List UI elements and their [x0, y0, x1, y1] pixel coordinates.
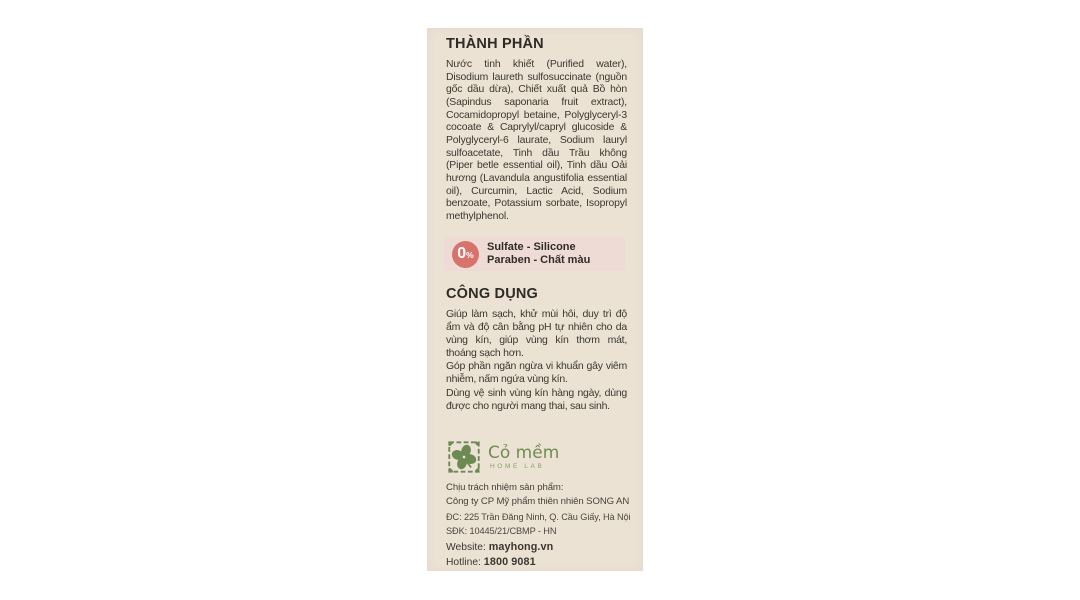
- claim-line-2: Paraben - Chất màu: [487, 254, 591, 266]
- claim-line-1: Sulfate - Silicone: [487, 241, 576, 253]
- zero-percent-icon: [452, 241, 479, 268]
- uses-paragraph-3: Dùng vệ sinh vùng kín hàng ngày, dùng được cho người mang thai, sau sinh.: [446, 386, 627, 412]
- percent-sign: %: [466, 250, 474, 261]
- hotline-line: [446, 555, 553, 570]
- ingredients-heading: THÀNH PHẦN: [446, 36, 544, 52]
- brand-subtitle: HOME LAB: [490, 463, 545, 470]
- hotline-value: 1800 9081: [483, 556, 536, 569]
- brand-logo: [445, 438, 559, 476]
- product-label: [427, 28, 643, 571]
- zero-value: 0: [457, 245, 467, 262]
- contact-info: [446, 540, 553, 570]
- uses-paragraph-2: Góp phần ngăn ngừa vi khuẩn gây viêm nhiễm, nấm ngứa vùng kín.: [446, 360, 627, 386]
- brand-name: Cỏ mềm: [488, 443, 560, 463]
- website-line: [446, 540, 553, 555]
- uses-paragraph-1: Giúp làm sạch, khử mùi hôi, duy trì độ ẩm và độ cân bằng pH tự nhiên cho da vùng kín, giúp vùng kín thơm mát, thoáng sạch hơn.: [446, 308, 627, 360]
- ingredients-text: Nước tinh khiết (Purified water), Disodium laureth sulfosuccinate (nguồn gốc dầu dừa), Chiết xuất quả Bồ hòn (Sapindus saponaria fruit extract), Cocamidopropyl betaine, Polyglyceryl-3 cocoate & Caprylyl/capryl glucoside & Polyglyceryl-6 laurate, Sodium lauryl sulfoacetate, Tinh dầu Trầu không (Piper betle essential oil), Tinh dầu Oải hương (Lavandula angustifolia essential oil), Curcumin, Lactic Acid, Sodium benzoate, Potassium sorbate, Isopropyl methylphenol.: [446, 59, 627, 222]
- company-info: [446, 481, 631, 539]
- website-label: Website:: [446, 542, 489, 553]
- responsibility-line: Chịu trách nhiệm sản phẩm:: [446, 482, 564, 493]
- company-address: ĐC: 225 Trần Đăng Ninh, Q. Cầu Giấy, Hà Nội: [446, 511, 631, 522]
- company-name: Công ty CP Mỹ phẩm thiên nhiên SONG AN: [446, 496, 630, 508]
- zero-percent-badge: [444, 237, 625, 271]
- hotline-label: Hotline:: [446, 557, 484, 569]
- website-value: mayhong.vn: [488, 541, 554, 553]
- free-of-claims: [487, 241, 590, 267]
- clover-icon: [445, 438, 483, 476]
- uses-body: [446, 308, 627, 413]
- registration-number: SĐK: 10445/21/CBMP - HN: [446, 526, 557, 537]
- uses-heading: CÔNG DỤNG: [446, 286, 539, 302]
